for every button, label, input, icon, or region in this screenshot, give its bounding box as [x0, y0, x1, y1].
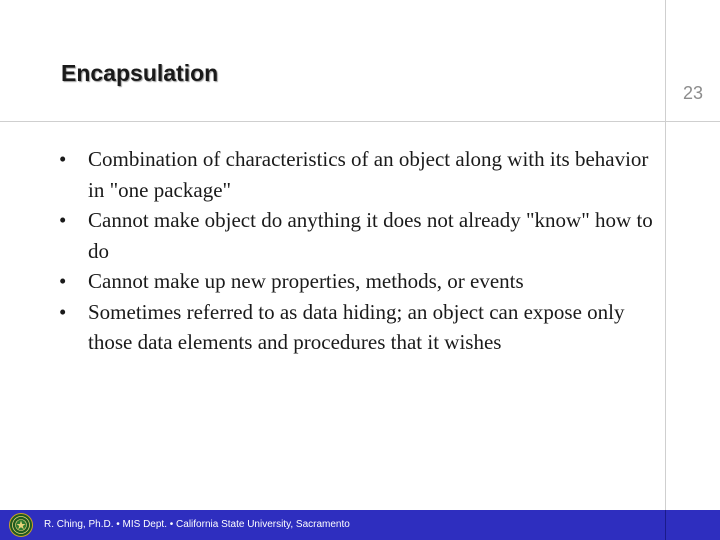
page-number: 23: [682, 83, 704, 103]
footer-bar: [0, 510, 720, 540]
slide-title: Encapsulation: [61, 60, 219, 86]
bullet-text: Cannot make up new properties, methods, or events: [88, 269, 524, 293]
bullet-dot: •: [59, 299, 67, 324]
vertical-divider: [665, 0, 666, 540]
bullet-item: [56, 205, 661, 266]
bullet-dot: •: [59, 208, 67, 232]
footer-divider: [665, 510, 666, 540]
university-seal-icon: [9, 513, 33, 537]
bullet-list: [56, 144, 661, 358]
title-divider: [0, 121, 720, 122]
bullet-item: [56, 266, 661, 297]
footer-text: R. Ching, Ph.D. • MIS Dept. • California State University, Sacramento: [44, 519, 350, 530]
bullet-text: Sometimes referred to as data hiding; an object can expose only those data elements and procedures that it wishes: [88, 299, 625, 354]
bullet-text: Combination of characteristics of an object along with its behavior in "one package": [88, 147, 649, 202]
bullet-item: [56, 144, 661, 205]
bullet-text: Cannot make object do anything it does not already "know" how to do: [88, 208, 653, 263]
bullet-item: [56, 297, 661, 358]
bullet-dot: •: [59, 269, 67, 293]
bullet-dot: •: [59, 147, 67, 171]
